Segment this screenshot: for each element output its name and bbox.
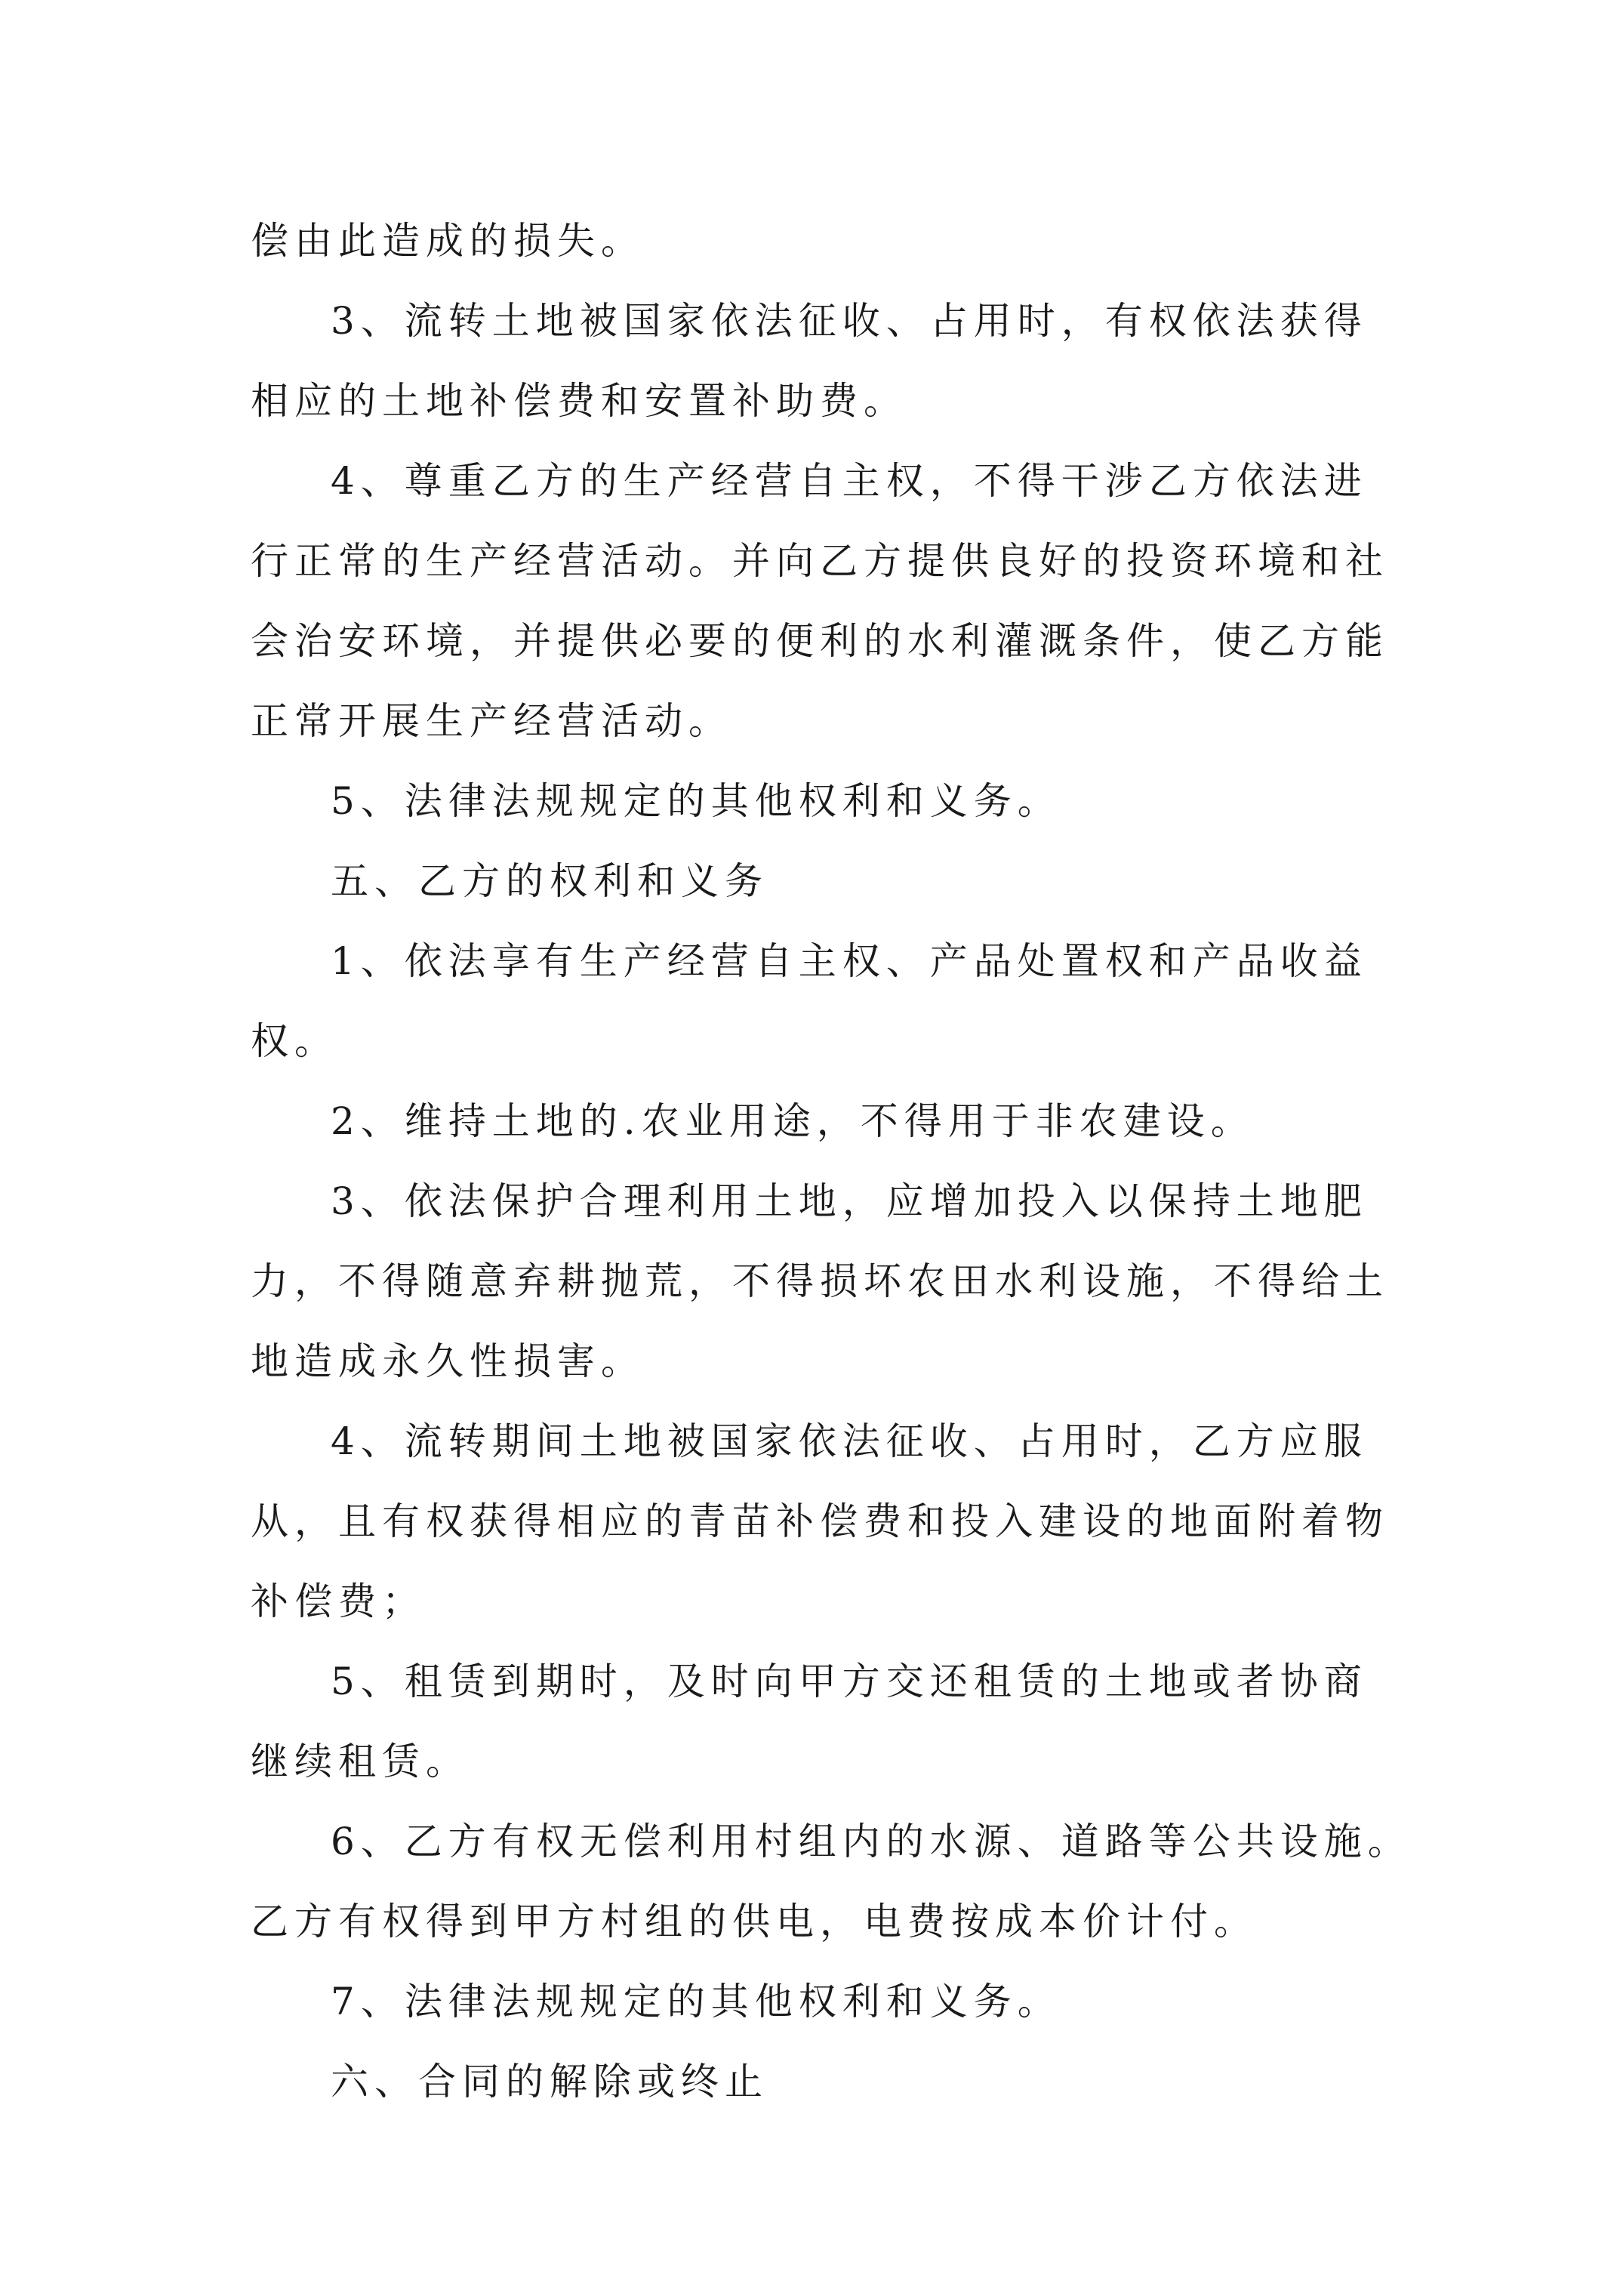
- text-line: 3、流转土地被国家依法征收、占用时，有权依法获得: [331, 299, 1368, 343]
- text-line: 3、依法保护合理利用土地，应增加投入以保持土地肥: [331, 1179, 1368, 1223]
- document-body: [251, 201, 1412, 2122]
- text-line: 会治安环境，并提供必要的便利的水利灌溉条件，使乙方能: [251, 619, 1389, 663]
- text-line: 偿由此造成的损失。: [251, 219, 645, 263]
- text-line: 4、流转期间土地被国家依法征收、占用时，乙方应服: [331, 1419, 1368, 1463]
- text-line: 地造成永久性损害。: [251, 1339, 645, 1383]
- text-line: 补偿费；: [251, 1579, 426, 1623]
- text-line: 继续租赁。: [251, 1740, 470, 1783]
- text-line: 从，且有权获得相应的青苗补偿费和投入建设的地面附着物: [251, 1499, 1389, 1543]
- text-line: 6、乙方有权无偿利用村组内的水源、道路等公共设施。: [331, 1820, 1412, 1863]
- text-line: 2、维持土地的.农业用途，不得用于非农建设。: [331, 1099, 1255, 1143]
- text-line: 正常开展生产经营活动。: [251, 699, 732, 743]
- text-line: 乙方有权得到甲方村组的供电，电费按成本价计付。: [251, 1900, 1258, 1943]
- text-line: 4、尊重乙方的生产经营自主权，不得干涉乙方依法进: [331, 459, 1368, 503]
- text-line: 权。: [251, 1019, 338, 1063]
- text-line: 7、法律法规规定的其他权利和义务。: [331, 1980, 1061, 2023]
- section-heading: 六、合同的解除或终止: [331, 2060, 768, 2103]
- text-line: 力，不得随意弃耕抛荒，不得损坏农田水利设施，不得给土: [251, 1259, 1389, 1303]
- text-line: 5、法律法规规定的其他权利和义务。: [331, 779, 1061, 823]
- text-line: 5、租赁到期时，及时向甲方交还租赁的土地或者协商: [331, 1660, 1368, 1703]
- section-heading: 五、乙方的权利和义务: [331, 859, 768, 903]
- text-line: 相应的土地补偿费和安置补助费。: [251, 379, 907, 423]
- text-line: 行正常的生产经营活动。并向乙方提供良好的投资环境和社: [251, 539, 1389, 583]
- text-line: 1、依法享有生产经营自主权、产品处置权和产品收益: [331, 939, 1368, 983]
